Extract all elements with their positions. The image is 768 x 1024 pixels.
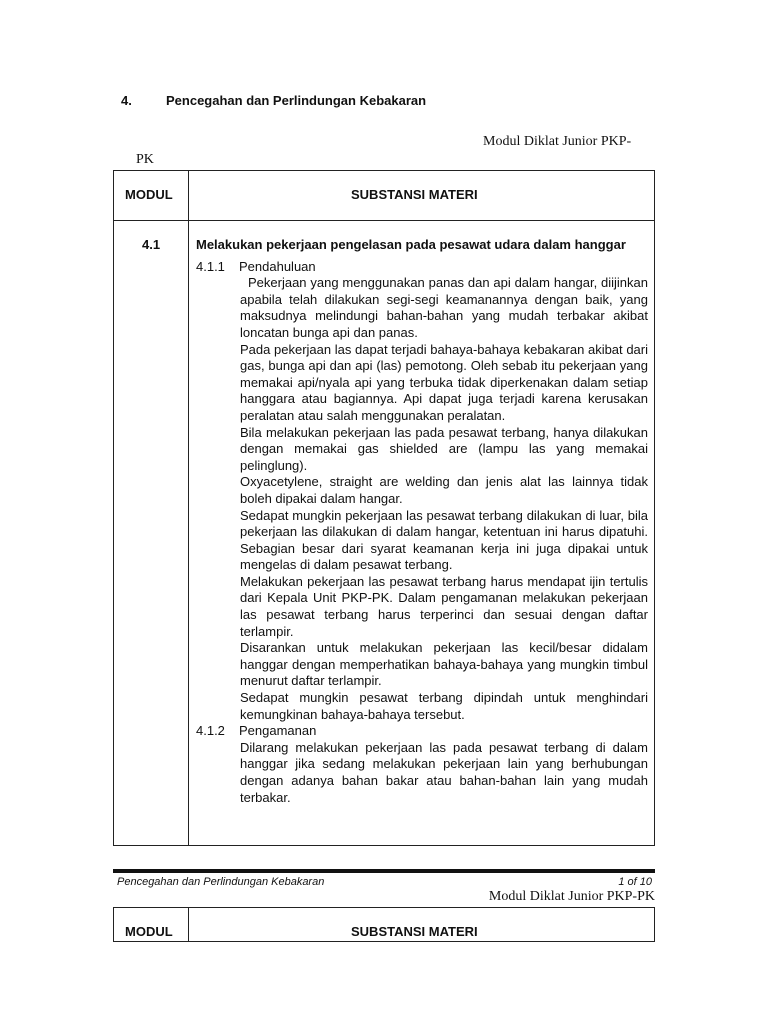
- paragraph: Sedapat mungkin pekerjaan las pesawat terbang dilakukan di luar, bila pekerjaan las dilakukan di dalam hangar, ketentuan ini harus dipatuhi. Sebagian besar dari syarat keamanan kerja ini juga dipakai untuk mengelas di dalam pesawat terbang.: [240, 507, 648, 573]
- subsection-title: Pendahuluan: [239, 258, 316, 274]
- column-header-module: MODUL: [125, 924, 173, 939]
- module-number: 4.1: [142, 237, 161, 252]
- column-header-substance: SUBSTANSI MATERI: [351, 187, 478, 202]
- footer-rule: [113, 869, 655, 873]
- column-header-module: MODUL: [125, 187, 173, 202]
- section-number: 4.: [121, 93, 132, 108]
- next-page-header: Modul Diklat Junior PKP-PK: [488, 889, 655, 904]
- subsection-title: Pengamanan: [239, 723, 317, 739]
- paragraph: Melakukan pekerjaan las pesawat terbang harus mendapat ijin tertulis dari Kepala Unit PKP-PK. Dalam pengamanan melakukan pekerjaan las pesawat terbang harus terperinci dan sesuai dengan daftar terlampir.: [240, 573, 648, 639]
- header-row-rule: [114, 220, 654, 221]
- subsection-number: 4.1.2: [196, 723, 225, 739]
- next-page-table: [113, 907, 655, 942]
- page-header-line2: PK: [136, 152, 154, 167]
- subsection-heading-2: [196, 723, 648, 740]
- subsection-number: 4.1.1: [196, 258, 225, 274]
- column-divider: [188, 908, 189, 941]
- module-subject: Melakukan pekerjaan pengelasan pada pesawat udara dalam hanggar: [196, 237, 626, 252]
- paragraph: Pada pekerjaan las dapat terjadi bahaya-bahaya kebakaran akibat dari gas, bunga api dan api (las) pemotong. Oleh sebab itu pekerjaan yang memakai api/nyala api yang terbuka tidak diperkenakan dalam setiap hanggara atau bagiannya. Api dapat juga terjadi karena kerusakan peralatan atau salah menggunakan peralatan.: [240, 341, 648, 423]
- substance-content: [196, 237, 648, 806]
- module-table: [113, 170, 655, 846]
- paragraph: Sedapat mungkin pesawat terbang dipindah untuk menghindari kemungkinan bahaya-bahaya tersebut.: [240, 690, 648, 722]
- paragraph: Pekerjaan yang menggunakan panas dan api dalam hangar, diijinkan apabila telah dilakukan segi-segi keamanannya dengan baik, yang maksudnya melindungi bahan-bahan yang mudah terbakar akibat loncatan bunga api dan panas.: [240, 275, 648, 340]
- paragraph: Bila melakukan pekerjaan las pada pesawat terbang, hanya dilakukan dengan memakai gas shielded are (lampu las yang memakai pelinglung).: [240, 424, 648, 473]
- column-header-substance: SUBSTANSI MATERI: [351, 924, 478, 939]
- footer-title: Pencegahan dan Perlindungan Kebakaran: [117, 876, 325, 888]
- paragraph: Disarankan untuk melakukan pekerjaan las kecil/besar didalam hanggar dengan memperhatikan bahaya-bahaya yang mungkin timbul menurut daftar terlampir.: [240, 640, 648, 689]
- paragraph: Oxyacetylene, straight are welding dan jenis alat las lainnya tidak boleh dipakai dalam hangar.: [240, 474, 648, 506]
- page-header-line1: Modul Diklat Junior PKP-: [483, 134, 632, 149]
- section-title: Pencegahan dan Perlindungan Kebakaran: [166, 93, 427, 108]
- column-divider: [188, 171, 189, 845]
- subsection-heading-1: [196, 259, 648, 276]
- paragraph: Dilarang melakukan pekerjaan las pada pesawat terbang di dalam hanggar jika sedang melakukan pekerjaan lain yang berhubungan dengan adanya bahan bakar atau bahan-bahan lain yang mudah terbakar.: [240, 739, 648, 805]
- footer-page-number: 1 of 10: [618, 876, 652, 888]
